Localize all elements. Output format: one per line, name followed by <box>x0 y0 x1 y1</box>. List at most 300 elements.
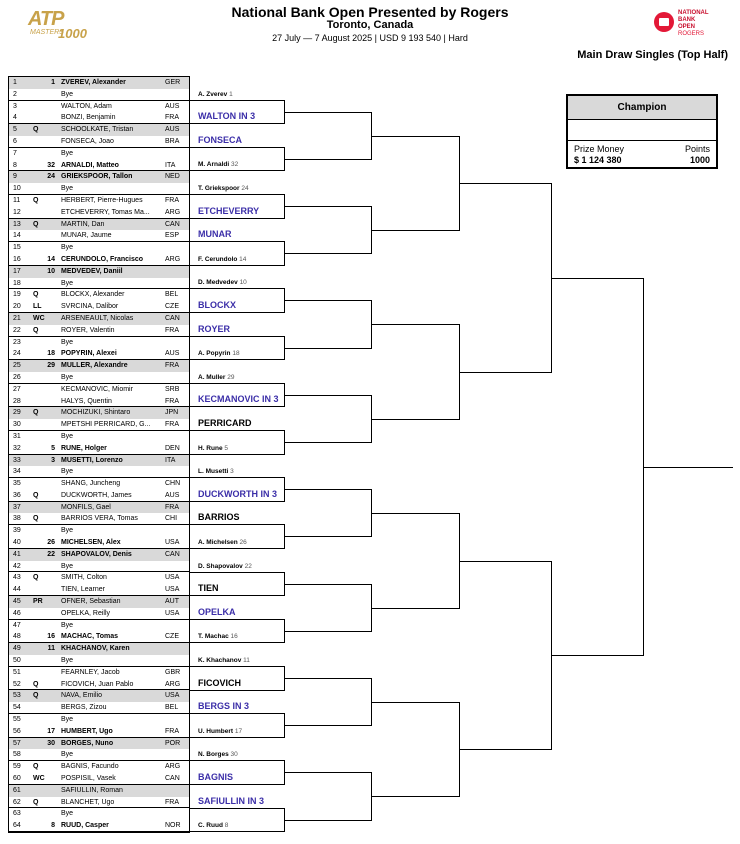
draw-position: 16 <box>13 255 21 263</box>
country-code: CAN <box>165 550 180 558</box>
bracket-line <box>190 359 284 360</box>
draw-row <box>9 77 189 89</box>
bracket-line <box>190 760 284 761</box>
bracket-line <box>190 548 284 549</box>
round2-name: A. Michelsen <box>198 539 238 546</box>
entry-status: Q <box>33 763 39 771</box>
draw-position: 36 <box>13 491 21 499</box>
round1-result: BAGNIS <box>198 772 234 782</box>
draw-position: 52 <box>13 680 21 688</box>
bracket-line <box>551 278 643 279</box>
player-name: MICHELSEN, Alex <box>61 539 121 547</box>
round2-name: A. Popyrin <box>198 350 231 357</box>
draw-position: 56 <box>13 727 21 735</box>
bracket-line <box>190 406 284 407</box>
draw-position: 21 <box>13 314 21 322</box>
seed: 29 <box>47 362 55 370</box>
player-name: SAFIULLIN, Roman <box>61 786 123 794</box>
draw-row <box>9 396 189 408</box>
draw-position: 12 <box>13 208 21 216</box>
country-code: CHN <box>165 480 181 488</box>
entry-status: Q <box>33 692 39 700</box>
draw-position: 41 <box>13 550 21 558</box>
round1-result: KECMANOVIC IN 3 <box>198 394 279 404</box>
player-name: NAVA, Emilio <box>61 692 102 700</box>
seed: 1 <box>51 79 55 86</box>
country-code: AUS <box>165 102 180 110</box>
prize-money-value: $ 1 124 380 <box>574 155 622 165</box>
draw-position: 58 <box>13 751 21 759</box>
draw-position: 62 <box>13 798 21 806</box>
round2-entrant <box>198 185 249 192</box>
round2-entrant <box>198 279 247 286</box>
draw-row <box>9 160 189 172</box>
player-name: DUCKWORTH, James <box>61 491 132 499</box>
round2-seed: 16 <box>230 633 238 640</box>
draw-position: 9 <box>13 173 17 181</box>
player-name: BLANCHET, Ugo <box>61 798 115 806</box>
round2-seed: 8 <box>224 822 229 829</box>
bracket-line <box>190 312 284 313</box>
player-name: MOCHIZUKI, Shintaro <box>61 409 131 417</box>
draw-row <box>9 655 189 667</box>
draw-row <box>9 266 189 278</box>
draw-row <box>9 278 189 290</box>
country-code: AUS <box>165 491 180 499</box>
draw-row <box>9 773 189 785</box>
bracket-line <box>190 501 284 502</box>
tournament-title: National Bank Open Presented by Rogers <box>231 4 509 20</box>
bracket-line <box>371 608 459 609</box>
bracket-line <box>190 288 284 289</box>
draw-row <box>9 537 189 549</box>
bracket-line <box>190 524 284 525</box>
draw-position: 64 <box>13 822 21 830</box>
player-name: FONSECA, Joao <box>61 137 114 145</box>
bracket-line <box>190 666 284 667</box>
draw-position: 43 <box>13 574 21 582</box>
draw-position: 44 <box>13 586 21 594</box>
country-code: ARG <box>165 208 181 216</box>
country-code: AUT <box>165 598 179 606</box>
bracket-line <box>190 477 284 478</box>
seed: 16 <box>47 633 55 641</box>
draw-row <box>9 549 189 561</box>
bracket-line <box>371 513 459 514</box>
draw-row <box>9 372 189 384</box>
draw-row <box>9 714 189 726</box>
bracket-line <box>284 631 371 632</box>
tournament-location: Toronto, Canada <box>326 19 414 31</box>
player-name: MARTIN, Dan <box>61 220 105 228</box>
round2-seed: 17 <box>234 728 243 735</box>
draw-position: 33 <box>13 456 21 464</box>
bracket-line <box>643 467 733 468</box>
bracket-line <box>284 253 371 254</box>
seed: 24 <box>47 173 55 181</box>
bracket-line <box>190 454 284 455</box>
draw-row <box>9 608 189 620</box>
round2-name: T. Griekspoor <box>198 185 240 192</box>
round2-name: U. Humbert <box>198 728 234 735</box>
draw-position: 28 <box>13 397 21 405</box>
player-name: Bye <box>61 716 74 724</box>
champion-box <box>566 94 718 169</box>
draw-row <box>9 726 189 738</box>
bracket-line <box>284 536 371 537</box>
entry-status: Q <box>33 220 39 228</box>
draw-row <box>9 525 189 537</box>
bracket-line <box>190 831 284 832</box>
entry-status: Q <box>33 680 39 688</box>
round2-entrant <box>198 161 238 168</box>
draw-position: 54 <box>13 704 21 712</box>
bracket-line <box>371 419 459 420</box>
round2-seed: 5 <box>224 445 228 452</box>
entry-status: WC <box>33 314 45 322</box>
player-name: MULLER, Alexandre <box>61 362 128 370</box>
draw-row <box>9 207 189 219</box>
national-bank-open-logo: NATIONAL BANK OPEN ROGERS <box>652 10 722 40</box>
round1-result: SAFIULLIN IN 3 <box>198 796 265 806</box>
bracket-line <box>190 383 284 384</box>
country-code: GER <box>165 79 181 86</box>
round2-name: F. Cerundolo <box>198 256 238 263</box>
round2-entrant <box>198 657 250 664</box>
draw-row <box>9 502 189 514</box>
player-name: SMITH, Colton <box>61 574 107 582</box>
bracket-line <box>284 112 371 113</box>
country-code: ARG <box>165 680 181 688</box>
country-code: ITA <box>165 161 176 169</box>
country-code: CAN <box>165 775 180 783</box>
country-code: CAN <box>165 220 180 228</box>
bracket-line <box>371 230 459 231</box>
draw-position: 31 <box>13 432 21 440</box>
bracket-line <box>551 655 643 656</box>
country-code: DEN <box>165 444 180 452</box>
bracket-line <box>371 324 459 325</box>
player-name: OPELKA, Reilly <box>61 609 111 617</box>
draw-position: 15 <box>13 244 21 252</box>
round2-name: A. Zverev <box>198 91 228 98</box>
draw-row <box>9 584 189 596</box>
bracket-line <box>190 100 284 101</box>
entry-status: Q <box>33 409 39 417</box>
draw-position: 5 <box>13 126 17 134</box>
draw-row <box>9 171 189 183</box>
seed: 17 <box>47 727 55 735</box>
bracket-line <box>190 194 284 195</box>
entry-status: Q <box>33 196 39 204</box>
draw-row <box>9 749 189 761</box>
round2-seed: 26 <box>239 539 247 546</box>
draw-row <box>9 466 189 478</box>
bracket-line <box>284 489 371 490</box>
draw-row <box>9 419 189 431</box>
round1-result: TIEN <box>198 583 219 593</box>
draw-position: 34 <box>13 468 21 476</box>
bracket-line <box>284 442 371 443</box>
bracket-line <box>371 136 459 137</box>
draw-position: 10 <box>13 185 21 193</box>
player-name: MUSETTI, Lorenzo <box>61 456 123 464</box>
bracket-line <box>190 572 284 573</box>
seed: 32 <box>47 161 55 169</box>
player-name: Bye <box>61 562 74 570</box>
round1-result: DUCKWORTH IN 3 <box>198 489 277 499</box>
country-code: FRA <box>165 196 179 204</box>
bracket-line <box>190 737 284 738</box>
draw-position: 57 <box>13 739 21 747</box>
round2-entrant <box>198 633 238 640</box>
draw-row <box>9 643 189 655</box>
prize-money-label: Prize Money <box>574 144 625 154</box>
draw-position: 24 <box>13 350 21 358</box>
draw-position: 2 <box>13 90 17 98</box>
draw-position: 27 <box>13 385 21 393</box>
seed: 18 <box>47 350 55 358</box>
player-name: ARSENEAULT, Nicolas <box>61 314 134 322</box>
player-name: GRIEKSPOOR, Tallon <box>61 173 133 181</box>
country-code: NED <box>165 173 180 181</box>
country-code: USA <box>165 586 180 594</box>
bracket-line <box>284 159 371 160</box>
draw-position: 23 <box>13 338 21 346</box>
seed: 11 <box>47 645 55 653</box>
country-code: BEL <box>165 291 179 299</box>
player-name: Bye <box>61 149 74 157</box>
draw-position: 30 <box>13 421 21 429</box>
round1-result: BERGS IN 3 <box>198 701 250 711</box>
player-name: SCHOOLKATE, Tristan <box>61 126 134 134</box>
player-name: MPETSHI PERRICARD, G... <box>61 421 151 429</box>
country-code: NOR <box>165 822 181 830</box>
country-code: FRA <box>165 397 179 405</box>
draw-position: 7 <box>13 149 17 157</box>
draw-position: 1 <box>13 79 17 86</box>
player-name: BONZI, Benjamin <box>61 114 116 122</box>
draw-position: 60 <box>13 775 21 783</box>
player-name: ARNALDI, Matteo <box>61 161 119 169</box>
seed: 14 <box>47 255 55 263</box>
round2-name: T. Machac <box>198 633 229 640</box>
bracket-line <box>459 561 551 562</box>
draw-row <box>9 195 189 207</box>
draw-position: 8 <box>13 161 17 169</box>
country-code: ESP <box>165 232 180 240</box>
player-name: MEDVEDEV, Daniil <box>61 267 123 275</box>
draw-row <box>9 124 189 136</box>
round2-entrant <box>198 445 228 452</box>
player-name: Bye <box>61 810 74 818</box>
country-code: FRA <box>165 326 179 334</box>
draw-row <box>9 360 189 372</box>
round2-seed: 3 <box>230 468 234 475</box>
round1-result: ETCHEVERRY <box>198 206 260 216</box>
draw-position: 25 <box>13 362 21 370</box>
bracket-line <box>190 241 284 242</box>
bracket-line <box>190 265 284 266</box>
player-name: Bye <box>61 751 74 759</box>
draw-row <box>9 478 189 490</box>
bracket-line <box>371 796 459 797</box>
draw-position: 48 <box>13 633 21 641</box>
draw-row <box>9 820 189 832</box>
draw-position: 35 <box>13 480 21 488</box>
draw-row <box>9 313 189 325</box>
draw-position: 38 <box>13 515 21 523</box>
draw-row <box>9 679 189 691</box>
round2-entrant <box>198 822 228 829</box>
entry-status: Q <box>33 515 39 523</box>
draw-row <box>9 89 189 101</box>
round1-result: ROYER <box>198 324 231 334</box>
country-code: CHI <box>165 515 178 523</box>
entry-status: WC <box>33 775 45 783</box>
round2-entrant <box>198 91 233 98</box>
player-name: CERUNDOLO, Francisco <box>61 255 144 263</box>
player-name: ETCHEVERRY, Tomas Ma... <box>61 208 150 216</box>
draw-row <box>9 183 189 195</box>
round2-name: K. Khachanov <box>198 657 242 664</box>
draw-table <box>8 76 190 833</box>
player-name: POSPISIL, Vasek <box>61 775 116 783</box>
draw-position: 26 <box>13 373 21 381</box>
round2-seed: 22 <box>244 563 252 570</box>
draw-position: 53 <box>13 692 21 700</box>
draw-position: 18 <box>13 279 21 287</box>
entry-status: Q <box>33 326 39 334</box>
draw-position: 59 <box>13 763 21 771</box>
draw-position: 39 <box>13 527 21 535</box>
draw-row <box>9 797 189 809</box>
player-name: OFNER, Sebastian <box>61 598 121 606</box>
country-code: BEL <box>165 704 179 712</box>
draw-position: 4 <box>13 114 17 122</box>
champion-label: Champion <box>568 96 716 120</box>
draw-position: 61 <box>13 786 21 794</box>
player-name: BAGNIS, Facundo <box>61 763 119 771</box>
player-name: BERGS, Zizou <box>61 704 107 712</box>
seed: 22 <box>47 550 55 558</box>
round2-seed: 24 <box>241 185 249 192</box>
round2-entrant <box>198 256 246 263</box>
bracket-line <box>284 348 371 349</box>
country-code: AUS <box>165 126 180 134</box>
draw-row <box>9 596 189 608</box>
bracket-line <box>284 820 371 821</box>
entry-status: PR <box>33 598 43 606</box>
round1-result: WALTON IN 3 <box>198 111 256 121</box>
draw-position: 6 <box>13 137 17 145</box>
draw-row <box>9 242 189 254</box>
round1-result: FICOVICH <box>198 678 242 688</box>
round2-entrant <box>198 350 240 357</box>
player-name: RUUD, Casper <box>61 822 109 830</box>
draw-position: 3 <box>13 102 17 110</box>
draw-position: 14 <box>13 232 21 240</box>
round1-result: PERRICARD <box>198 418 252 428</box>
bracket-line <box>190 619 284 620</box>
round2-entrant <box>198 468 234 475</box>
player-name: KECMANOVIC, Miomir <box>61 385 133 393</box>
bracket-line <box>190 430 284 431</box>
draw-position: 17 <box>13 267 21 275</box>
player-name: MACHAC, Tomas <box>61 633 119 641</box>
draw-position: 20 <box>13 303 21 311</box>
player-name: Bye <box>61 185 74 193</box>
entry-status: Q <box>33 491 39 499</box>
player-name: SVRCINA, Dalibor <box>61 303 119 311</box>
round2-seed: 10 <box>239 279 247 286</box>
draw-row <box>9 761 189 773</box>
draw-row <box>9 148 189 160</box>
draw-position: 55 <box>13 716 21 724</box>
player-name: Bye <box>61 621 74 629</box>
draw-position: 51 <box>13 668 21 676</box>
round2-seed: 30 <box>230 751 238 758</box>
bracket-line <box>190 713 284 714</box>
draw-row <box>9 702 189 714</box>
draw-position: 11 <box>13 196 21 204</box>
bracket-line <box>190 123 284 124</box>
seed: 5 <box>51 444 55 452</box>
draw-position: 49 <box>13 645 21 653</box>
draw-row <box>9 631 189 643</box>
player-name: ROYER, Valentin <box>61 326 115 334</box>
bracket-line <box>284 300 371 301</box>
player-name: BORGES, Nuno <box>61 739 114 747</box>
round2-name: L. Musetti <box>198 468 229 475</box>
country-code: POR <box>165 739 181 747</box>
round2-seed: 32 <box>231 161 239 168</box>
bracket-line <box>190 690 284 691</box>
bracket-line <box>284 678 371 679</box>
country-code: USA <box>165 609 180 617</box>
player-name: TIEN, Learner <box>61 586 105 594</box>
draw-row <box>9 384 189 396</box>
player-name: ZVEREV, Alexander <box>61 79 126 86</box>
round2-seed: 29 <box>227 374 235 381</box>
round2-name: N. Borges <box>198 751 229 758</box>
round2-entrant <box>198 374 235 381</box>
draw-row <box>9 230 189 242</box>
draw-position: 22 <box>13 326 21 334</box>
bracket-line <box>190 595 284 596</box>
round2-seed: 14 <box>239 256 247 263</box>
draw-position: 19 <box>13 291 21 299</box>
draw-row <box>9 667 189 679</box>
round2-name: H. Rune <box>198 445 223 452</box>
round2-entrant <box>198 728 242 735</box>
round2-seed: 18 <box>232 350 240 357</box>
bracket-line <box>284 206 371 207</box>
draw-section-title: Main Draw Singles (Top Half) <box>577 49 728 61</box>
draw-row <box>9 561 189 573</box>
draw-position: 42 <box>13 562 21 570</box>
draw-row <box>9 112 189 124</box>
round1-result: BARRIOS <box>198 512 240 522</box>
bracket-line <box>190 642 284 643</box>
draw-row <box>9 254 189 266</box>
player-name: SHANG, Juncheng <box>61 480 121 488</box>
country-code: FRA <box>165 114 179 122</box>
round2-entrant <box>198 563 252 570</box>
seed: 3 <box>51 456 55 464</box>
country-code: USA <box>165 692 180 700</box>
player-name: SHAPOVALOV, Denis <box>61 550 132 558</box>
